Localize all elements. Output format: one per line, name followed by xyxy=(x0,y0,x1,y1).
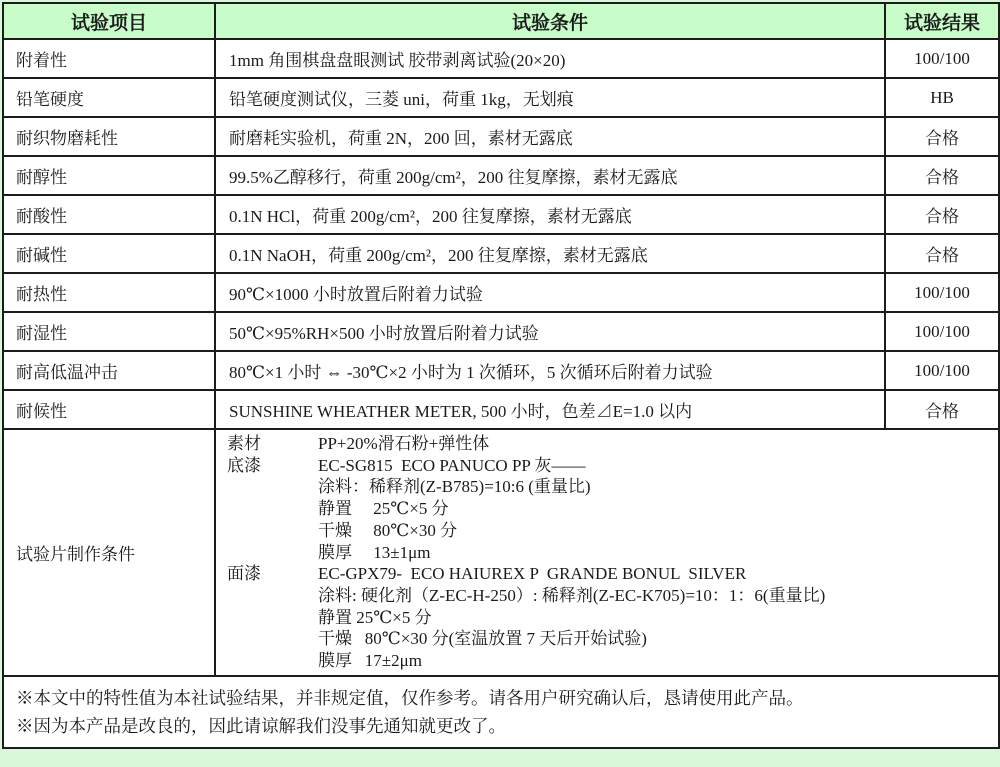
prep-line-text: 静置 25℃×5 分 xyxy=(318,607,432,627)
prep-line-label: 面漆 xyxy=(227,564,261,584)
cell-test-item: 耐候性 xyxy=(3,390,215,429)
cell-test-result: 100/100 xyxy=(885,273,999,312)
header-test-result: 试验结果 xyxy=(885,3,999,39)
note-line: ※因为本产品是改良的，因此请谅解我们没事先通知就更改了。 xyxy=(16,715,506,736)
prep-line-text: 静置 25℃×5 分 xyxy=(318,499,449,519)
prep-line xyxy=(227,542,992,564)
table-row xyxy=(3,195,999,234)
table-row xyxy=(3,39,999,78)
prep-line xyxy=(227,455,992,477)
cell-test-condition: 耐磨耗实验机，荷重 2N，200 回，素材无露底 xyxy=(215,117,885,156)
cell-test-result: 100/100 xyxy=(885,351,999,390)
cell-test-condition: 90℃×1000 小时放置后附着力试验 xyxy=(215,273,885,312)
cell-test-condition: 0.1N HCl，荷重 200g/cm²，200 往复摩擦，素材无露底 xyxy=(215,195,885,234)
cell-test-condition: 0.1N NaOH，荷重 200g/cm²，200 往复摩擦，素材无露底 xyxy=(215,234,885,273)
prep-line-text: 涂料：稀释剂(Z-B785)=10:6 (重量比) xyxy=(318,477,591,497)
cell-test-condition: 80℃×1 小时 ⇔ -30℃×2 小时为 1 次循环，5 次循环后附着力试验 xyxy=(215,351,885,390)
cell-prep-conditions xyxy=(215,429,999,676)
prep-line-label xyxy=(227,542,318,564)
table-row xyxy=(3,273,999,312)
header-test-condition: 试验条件 xyxy=(215,3,885,39)
prep-line xyxy=(227,498,992,520)
cell-test-condition: SUNSHINE WHEATHER METER, 500 小时，色差⊿E=1.0 以内 xyxy=(215,390,885,429)
cell-test-result: 100/100 xyxy=(885,312,999,351)
notes-row xyxy=(3,676,999,748)
cell-test-result: 100/100 xyxy=(885,39,999,78)
cell-test-condition: 1mm 角围棋盘盘眼测试 胶带剥离试验(20×20) xyxy=(215,39,885,78)
prep-line-label xyxy=(227,585,318,607)
prep-line-text: 涂料: 硬化剂（Z-EC-H-250）: 稀释剂(Z-EC-K705)=10：1：6(重量比) xyxy=(318,585,826,605)
cell-test-result: 合格 xyxy=(885,234,999,273)
prep-line-text: EC-GPX79- ECO HAIUREX P GRANDE BONUL SILVER xyxy=(318,564,747,584)
cell-test-result: 合格 xyxy=(885,195,999,234)
cell-prep-item: 试验片制作条件 xyxy=(3,429,215,676)
prep-line xyxy=(227,476,992,498)
prep-line-label: 素材 xyxy=(227,434,261,453)
cell-test-item: 附着性 xyxy=(3,39,215,78)
note-line: ※本文中的特性值为本社试验结果，并非规定值，仅作参考。请各用户研究确认后，恳请使用此产品。 xyxy=(16,687,804,708)
prep-line-label: 底漆 xyxy=(227,455,261,475)
cell-test-item: 耐湿性 xyxy=(3,312,215,351)
prep-line-text: 干燥 80℃×30 分 xyxy=(318,520,458,540)
cell-test-result: 合格 xyxy=(885,156,999,195)
cell-test-item: 耐碱性 xyxy=(3,234,215,273)
cell-test-condition: 50℃×95%RH×500 小时放置后附着力试验 xyxy=(215,312,885,351)
prep-line-text: 膜厚 13±1μm xyxy=(318,542,431,562)
prep-line-text: EC-SG815 ECO PANUCO PP 灰—— xyxy=(318,455,586,475)
prep-line-label xyxy=(227,607,318,629)
test-results-table xyxy=(2,2,1000,749)
prep-line xyxy=(227,607,992,629)
table-row xyxy=(3,390,999,429)
prep-line xyxy=(227,563,992,585)
prep-line-label xyxy=(227,628,318,650)
prep-line xyxy=(227,650,992,672)
prep-line-label xyxy=(227,650,318,672)
cell-test-condition: 99.5%乙醇移行，荷重 200g/cm²，200 往复摩擦，素材无露底 xyxy=(215,156,885,195)
table-row xyxy=(3,117,999,156)
prep-line xyxy=(227,585,992,607)
cell-test-item: 耐醇性 xyxy=(3,156,215,195)
prep-line-text: 干燥 80℃×30 分(室温放置 7 天后开始试验) xyxy=(318,629,647,649)
table-row xyxy=(3,234,999,273)
table-row xyxy=(3,312,999,351)
prep-line xyxy=(227,628,992,650)
table-row xyxy=(3,78,999,117)
cell-test-result: 合格 xyxy=(885,117,999,156)
table-row xyxy=(3,156,999,195)
prep-line xyxy=(227,520,992,542)
cell-test-item: 耐热性 xyxy=(3,273,215,312)
cell-test-result: HB xyxy=(885,78,999,117)
cell-test-item: 耐酸性 xyxy=(3,195,215,234)
header-test-item: 试验项目 xyxy=(3,3,215,39)
cell-notes xyxy=(3,676,999,748)
cell-test-condition: 铅笔硬度测试仪，三菱 uni，荷重 1kg，无划痕 xyxy=(215,78,885,117)
table-row xyxy=(3,351,999,390)
cell-test-item: 铅笔硬度 xyxy=(3,78,215,117)
prep-line-text: PP+20%滑石粉+弹性体 xyxy=(318,434,490,453)
cell-test-item: 耐织物磨耗性 xyxy=(3,117,215,156)
prep-line-label xyxy=(227,476,318,498)
prep-line-label xyxy=(227,498,318,520)
prep-line xyxy=(227,433,992,455)
cell-test-result: 合格 xyxy=(885,390,999,429)
prep-line-label xyxy=(227,520,318,542)
preparation-row xyxy=(3,429,999,676)
prep-line-text: 膜厚 17±2μm xyxy=(318,651,422,671)
table-header-row xyxy=(3,3,999,39)
cell-test-item: 耐高低温冲击 xyxy=(3,351,215,390)
